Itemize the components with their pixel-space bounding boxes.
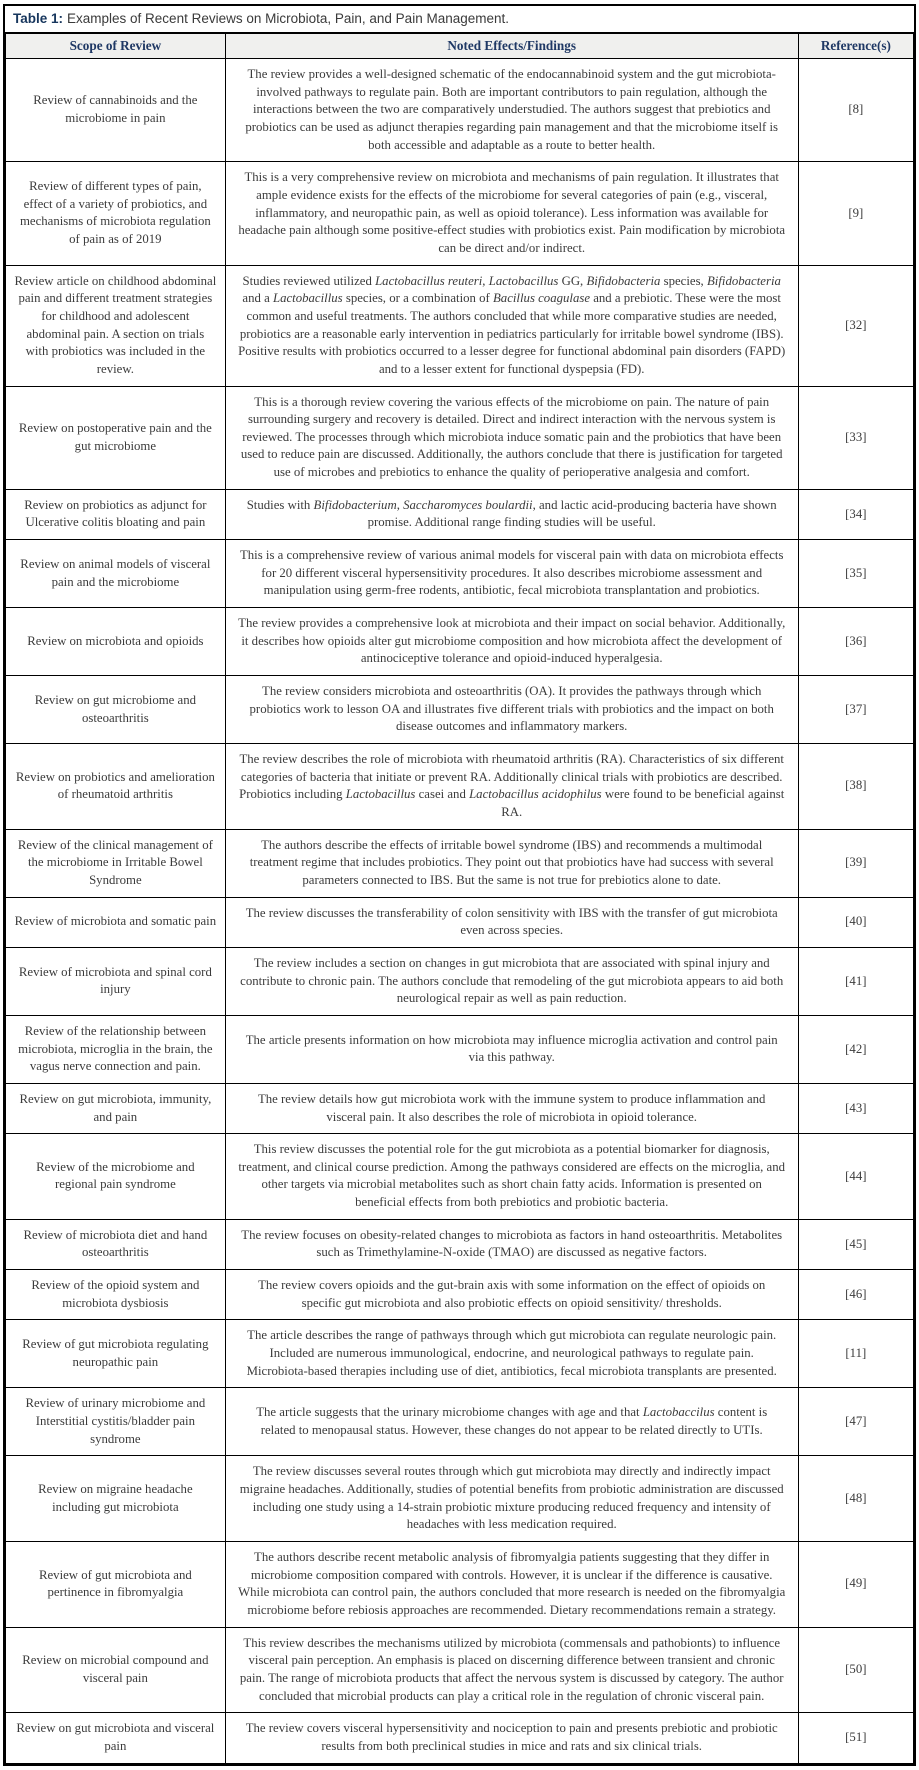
reference-cell: [46]	[798, 1270, 913, 1320]
table-row	[6, 1541, 914, 1627]
scope-cell: Review of microbiota and spinal cord injury	[6, 947, 226, 1015]
findings-cell: The authors describe recent metabolic analysis of fibromyalgia patients suggesting that they differ in microbiome composition compared with controls. However, it is unclear if the difference is causative. While microbiota can control pain, the authors concluded that more research is needed on the fibromyalgia microbiome before rebiosis approaches are recommended. Dietary recommendations remain a strategy.	[225, 1541, 798, 1627]
scope-cell: Review of microbiota and somatic pain	[6, 897, 226, 947]
table-row	[6, 1320, 914, 1388]
table-title	[5, 6, 914, 33]
table-row	[6, 1219, 914, 1269]
table-body	[6, 59, 914, 1764]
reference-cell: [35]	[798, 540, 913, 608]
reference-cell: [36]	[798, 608, 913, 676]
column-header-scope: Scope of Review	[6, 34, 226, 59]
table-row	[6, 829, 914, 897]
table-row	[6, 1627, 914, 1713]
reference-cell: [40]	[798, 897, 913, 947]
reference-cell: [32]	[798, 265, 913, 386]
scope-cell: Review of the microbiome and regional pain syndrome	[6, 1134, 226, 1220]
table-row	[6, 265, 914, 386]
reference-cell: [39]	[798, 829, 913, 897]
scope-cell: Review on microbial compound and visceral pain	[6, 1627, 226, 1713]
reference-cell: [42]	[798, 1015, 913, 1083]
findings-cell: The article suggests that the urinary microbiome changes with age and that Lactobaccilus content is related to menopausal status. However, these changes do not appear to be related directly to UTIs.	[225, 1388, 798, 1456]
findings-cell: The review includes a section on changes in gut microbiota that are associated with spinal injury and contribute to chronic pain. The authors conclude that remodeling of the gut microbiota appears to aid both neurological repair as well as pain reduction.	[225, 947, 798, 1015]
scope-cell: Review of gut microbiota and pertinence in fibromyalgia	[6, 1541, 226, 1627]
reference-cell: [51]	[798, 1713, 913, 1763]
table-row	[6, 1713, 914, 1763]
reference-cell: [44]	[798, 1134, 913, 1220]
findings-cell: This is a thorough review covering the various effects of the microbiome on pain. The nature of pain surrounding surgery and recovery is detailed. Direct and indirect interaction with the nervous system is reviewed. The processes through which microbiota induce somatic pain and the probiotics that have been used to reduce pain are discussed. Additionally, the authors conclude that there is justification for targeted use of microbes and prebiotics to enhance the quality of perioperative analgesia and comfort.	[225, 386, 798, 489]
findings-cell: The review covers visceral hypersensitivity and nociception to pain and presents prebiotic and probiotic results from both preclinical studies in mice and rats and six clinical trials.	[225, 1713, 798, 1763]
findings-cell: The review provides a well-designed schematic of the endocannabinoid system and the gut microbiota-involved pathways to regulate pain. Both are important contributors to pain regulation, although the interactions between the two are comparatively understudied. The authors suggest that prebiotics and probiotics can be used as adjunct therapies regarding pain management and that the microbiome itself is both accessible and adaptable as a route to better health.	[225, 59, 798, 162]
table-row	[6, 1083, 914, 1133]
scope-cell: Review on microbiota and opioids	[6, 608, 226, 676]
scope-cell: Review of microbiota diet and hand osteoarthritis	[6, 1219, 226, 1269]
scope-cell: Review of the relationship between microbiota, microglia in the brain, the vagus nerve connection and pain.	[6, 1015, 226, 1083]
findings-cell: The review covers opioids and the gut-brain axis with some information on the effect of opioids on specific gut microbiota and also probiotic effects on opioid sensitivity/ thresholds.	[225, 1270, 798, 1320]
table-row	[6, 59, 914, 162]
findings-cell: The article describes the range of pathways through which gut microbiota can regulate neurologic pain. Included are numerous immunological, endocrine, and neurological pathways to regulate pain. Microbiota-based therapies including use of diet, antibiotics, fecal microbiota transplants are presented.	[225, 1320, 798, 1388]
reference-cell: [50]	[798, 1627, 913, 1713]
findings-cell: This is a very comprehensive review on microbiota and mechanisms of pain regulation. It illustrates that ample evidence exists for the effects of the microbiome for several categories of pain (e.g., visceral, inflammatory, and neuropathic pain, as well as opioid tolerance). Less information was available for headache pain although some positive-effect studies with probiotics exist. Pain modification by microbiota can be direct and/or indirect.	[225, 162, 798, 265]
findings-cell: The review considers microbiota and osteoarthritis (OA). It provides the pathways through which probiotics work to lesson OA and illustrates five different trials with probiotics and the impact on both disease outcomes and inflammatory markers.	[225, 676, 798, 744]
table-number-label: Table 1:	[13, 11, 64, 26]
scope-cell: Review of different types of pain, effect of a variety of probiotics, and mechanisms of microbiota regulation of pain as of 2019	[6, 162, 226, 265]
reference-cell: [9]	[798, 162, 913, 265]
reference-cell: [34]	[798, 489, 913, 539]
table-row	[6, 386, 914, 489]
table-row	[6, 540, 914, 608]
reference-cell: [49]	[798, 1541, 913, 1627]
reference-cell: [8]	[798, 59, 913, 162]
scope-cell: Review on migraine headache including gut microbiota	[6, 1456, 226, 1542]
scope-cell: Review of urinary microbiome and Interstitial cystitis/bladder pain syndrome	[6, 1388, 226, 1456]
findings-cell: Studies with Bifidobacterium, Saccharomyces boulardii, and lactic acid-producing bacteria have shown promise. Additional range finding studies will be useful.	[225, 489, 798, 539]
findings-cell: The authors describe the effects of irritable bowel syndrome (IBS) and recommends a multimodal treatment regime that includes probiotics. They point out that probiotics have had success with several parameters connected to IBS. But the same is not true for prebiotics alone to date.	[225, 829, 798, 897]
scope-cell: Review on gut microbiota and visceral pain	[6, 1713, 226, 1763]
scope-cell: Review on gut microbiota, immunity, and pain	[6, 1083, 226, 1133]
table-row	[6, 1134, 914, 1220]
scope-cell: Review of gut microbiota regulating neuropathic pain	[6, 1320, 226, 1388]
table-title-text: Examples of Recent Reviews on Microbiota, Pain, and Pain Management.	[67, 11, 509, 26]
table-row	[6, 947, 914, 1015]
reference-cell: [48]	[798, 1456, 913, 1542]
table-row	[6, 162, 914, 265]
table-row	[6, 1456, 914, 1542]
findings-cell: The article presents information on how microbiota may influence microglia activation and control pain via this pathway.	[225, 1015, 798, 1083]
findings-cell: Studies reviewed utilized Lactobacillus reuteri, Lactobacillus GG, Bifidobacteria species, Bifidobacteria and a Lactobacillus species, or a combination of Bacillus coagulase and a prebiotic. These were the most common and useful treatments. The authors concluded that while more comparative studies are needed, probiotics are a reasonable early intervention in pediatrics particularly for irritable bowel syndrome (IBS). Positive results with probiotics occurred to a lesser degree for functional abdominal pain disorders (FAPD) and to a lesser extent for functional dyspepsia (FD).	[225, 265, 798, 386]
findings-cell: The review details how gut microbiota work with the immune system to produce inflammation and visceral pain. It also describes the role of microbiota in opioid tolerance.	[225, 1083, 798, 1133]
reference-cell: [11]	[798, 1320, 913, 1388]
header-row	[6, 34, 914, 59]
table-row	[6, 608, 914, 676]
scope-cell: Review on gut microbiome and osteoarthritis	[6, 676, 226, 744]
table-header	[6, 34, 914, 59]
findings-cell: The review describes the role of microbiota with rheumatoid arthritis (RA). Characteristics of six different categories of bacteria that initiate or prevent RA. Additionally clinical trials with probiotics are described. Probiotics including Lactobacillus casei and Lactobacillus acidophilus were found to be beneficial against RA.	[225, 744, 798, 830]
reference-cell: [45]	[798, 1219, 913, 1269]
table-frame	[3, 4, 916, 1766]
table-row	[6, 1388, 914, 1456]
column-header-findings: Noted Effects/Findings	[225, 34, 798, 59]
findings-cell: The review focuses on obesity-related changes to microbiota as factors in hand osteoarthritis. Metabolites such as Trimethylamine-N-oxide (TMAO) are discussed as negative factors.	[225, 1219, 798, 1269]
table-row	[6, 676, 914, 744]
scope-cell: Review on probiotics as adjunct for Ulcerative colitis bloating and pain	[6, 489, 226, 539]
scope-cell: Review on animal models of visceral pain and the microbiome	[6, 540, 226, 608]
column-header-references: Reference(s)	[798, 34, 913, 59]
findings-cell: The review discusses several routes through which gut microbiota may directly and indirectly impact migraine headaches. Additionally, studies of potential benefits from probiotic administration are discussed including one study using a 14-strain probiotic mixture producing reduced frequency and intensity of headaches with less medication required.	[225, 1456, 798, 1542]
scope-cell: Review of the clinical management of the microbiome in Irritable Bowel Syndrome	[6, 829, 226, 897]
table-row	[6, 744, 914, 830]
findings-cell: This review discusses the potential role for the gut microbiota as a potential biomarker for diagnosis, treatment, and clinical course prediction. Among the pathways considered are effects on the microglia, and other targets via microbial metabolites such as short chain fatty acids. Information is presented on beneficial effects from both prebiotics and probiotic bacteria.	[225, 1134, 798, 1220]
scope-cell: Review of cannabinoids and the microbiome in pain	[6, 59, 226, 162]
table-row	[6, 489, 914, 539]
table-row	[6, 897, 914, 947]
reviews-table	[5, 33, 914, 1764]
reference-cell: [43]	[798, 1083, 913, 1133]
findings-cell: This is a comprehensive review of various animal models for visceral pain with data on microbiota effects for 20 different visceral hypersensitivity procedures. It also describes microbiome assessment and manipulation using germ-free rodents, antibiotic, fecal microbiota transplantation and probiotics.	[225, 540, 798, 608]
reference-cell: [41]	[798, 947, 913, 1015]
reference-cell: [37]	[798, 676, 913, 744]
table-row	[6, 1270, 914, 1320]
scope-cell: Review of the opioid system and microbiota dysbiosis	[6, 1270, 226, 1320]
scope-cell: Review on postoperative pain and the gut microbiome	[6, 386, 226, 489]
findings-cell: The review provides a comprehensive look at microbiota and their impact on social behavior. Additionally, it describes how opioids alter gut microbiome composition and how microbiota affect the development of antinociceptive tolerance and opioid-induced hyperalgesia.	[225, 608, 798, 676]
reference-cell: [47]	[798, 1388, 913, 1456]
reference-cell: [33]	[798, 386, 913, 489]
reference-cell: [38]	[798, 744, 913, 830]
scope-cell: Review on probiotics and amelioration of rheumatoid arthritis	[6, 744, 226, 830]
scope-cell: Review article on childhood abdominal pain and different treatment strategies for childhood and adolescent abdominal pain. A section on trials with probiotics was included in the review.	[6, 265, 226, 386]
table-row	[6, 1015, 914, 1083]
findings-cell: This review describes the mechanisms utilized by microbiota (commensals and pathobionts) to influence visceral pain perception. An emphasis is placed on discerning difference between transient and chronic pain. The range of microbiota products that affect the nervous system is discussed by category. The author concluded that microbial products can play a critical role in the regulation of chronic visceral pain.	[225, 1627, 798, 1713]
findings-cell: The review discusses the transferability of colon sensitivity with IBS with the transfer of gut microbiota even across species.	[225, 897, 798, 947]
